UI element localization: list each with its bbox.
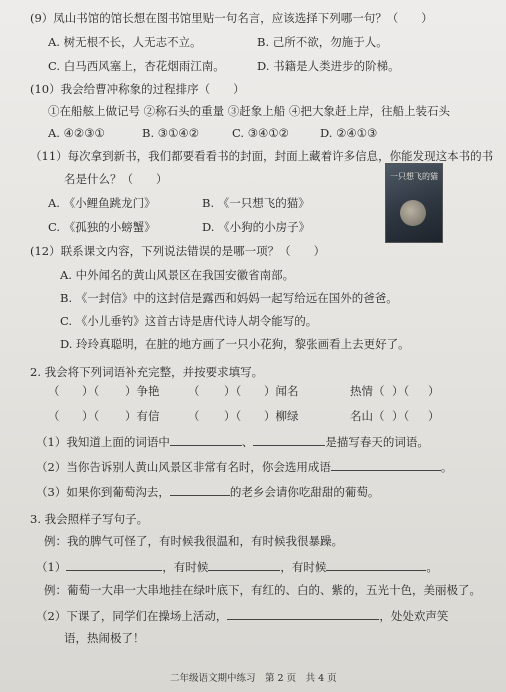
q9-option-a: A. 树无根不长，人无志不立。 [48, 35, 202, 49]
answer-blank[interactable] [170, 434, 242, 446]
part2-row1-p3: ）争艳 [125, 384, 160, 398]
q11-option-d: D. 《小狗的小房子》 [202, 220, 311, 234]
part2-row1-p7: 热情（ [350, 384, 385, 398]
q12-option-d: D. 玲玲真聪明，在脏的地方画了一只小花狗，黎张画看上去更好了。 [60, 337, 410, 351]
part3-example2: 例：葡萄一大串一大串地挂在绿叶底下，有红的、白的、紫的，五光十色，美丽极了。 [44, 583, 481, 597]
part2-row1-p5: ）（ [224, 384, 242, 398]
part2-s2 [36, 459, 452, 474]
part2-row1-p2: ）（ [82, 384, 100, 398]
q12-stem: (12）联系课文内容，下列说法错误的是哪一项？（ ） [30, 244, 326, 258]
q11-option-c: C. 《孤独的小螃蟹》 [48, 220, 156, 234]
q12-option-a: A. 中外闻名的黄山风景区在我国安徽省南部。 [60, 268, 295, 282]
part2-row1-p6: ）闻名 [264, 384, 299, 398]
q9-option-d: D. 书籍是人类进步的阶梯。 [257, 59, 400, 73]
q11-option-a: A. 《小鲤鱼跳龙门》 [48, 196, 156, 210]
q12-option-b: B. 《一封信》中的这封信是露西和妈妈一起写给远在国外的爸爸。 [60, 291, 398, 305]
part2-s2-text: （2）当你告诉别人黄山风景区非常有名时，你会选用成语 [36, 460, 331, 474]
answer-blank[interactable] [170, 484, 230, 496]
q10-stem: (10）我会给曹冲称象的过程排序（ ） [30, 82, 245, 96]
q11-option-b: B. 《一只想飞的猫》 [202, 196, 310, 210]
part3-s1-c: ，有时候 [280, 560, 327, 574]
page-footer: 二年级语文期中练习 第 2 页 共 4 页 [170, 673, 337, 684]
part2-row1-p8: ）（ [392, 384, 410, 398]
part3-s2-a: （2）下课了，同学们在操场上活动， [36, 609, 228, 623]
book-cover-image [385, 163, 443, 243]
book-cover-title: 一只想飞的猫 [390, 172, 438, 181]
q11-stem-line1: （11）每次拿到新书，我们都要看看书的封面，封面上藏着许多信息，你能发现这本书的书 [30, 149, 494, 163]
answer-blank[interactable] [227, 608, 379, 620]
q9-option-c: C. 白马西风塞上，杏花烟雨江南。 [48, 59, 225, 73]
part2-row2-p5: ）（ [224, 409, 242, 423]
part3-s1-d: 。 [426, 560, 438, 574]
answer-blank[interactable] [66, 559, 162, 571]
q9-option-b: B. 己所不欲，勿施于人。 [257, 35, 388, 49]
part2-row2-p3: ）有信 [125, 409, 160, 423]
part2-s3-a: （3）如果你到葡萄沟去， [36, 485, 170, 499]
part3-s1 [36, 559, 438, 574]
part3-s2 [36, 608, 448, 623]
part2-s1 [36, 434, 429, 449]
cat-illustration [400, 200, 426, 226]
q10-option-b: B. ③①④② [142, 126, 200, 140]
q12-option-c: C. 《小儿垂钓》这首古诗是唐代诗人胡令能写的。 [60, 314, 318, 328]
part2-title: 2. 我会将下列词语补充完整，并按要求填写。 [30, 365, 264, 379]
part3-s2-end: 语，热闹极了！ [64, 631, 145, 645]
part3-s1-b: ，有时候 [162, 560, 209, 574]
part2-row2-p1: （ [48, 409, 60, 423]
part2-row2-p7: 名山（ [350, 409, 385, 423]
q10-steps: ①在船舷上做记号 ②称石头的重量 ③赶象上船 ④把大象赶上岸，往船上装石头 [48, 104, 450, 118]
q9-stem: (9）凤山书馆的馆长想在图书馆里贴一句名言，应该选择下列哪一句？（ ） [30, 11, 433, 25]
part3-s1-a: （1） [36, 560, 67, 574]
q10-option-d: D. ②④①③ [320, 126, 378, 140]
answer-blank[interactable] [326, 559, 426, 571]
part2-row2-p2: ）（ [82, 409, 100, 423]
part2-s2-end: 。 [440, 460, 453, 474]
part2-s1-c: 是描写春天的词语。 [325, 435, 429, 449]
q11-stem-line2: 名是什么？（ ） [64, 172, 168, 186]
part2-row1-p4: （ [188, 384, 200, 398]
part2-s3-b: 的老乡会请你吃甜甜的葡萄。 [229, 485, 380, 499]
part2-row2-p4: （ [188, 409, 200, 423]
answer-blank[interactable] [208, 559, 280, 571]
part2-s1-b: 、 [241, 435, 254, 449]
part2-row2-p8: ）（ [392, 409, 410, 423]
part2-row1-p9: ） [428, 384, 440, 398]
part3-example1: 例：我的脾气可怪了，有时候我很温和，有时候我很暴躁。 [44, 534, 343, 548]
part2-row2-p9: ） [428, 409, 440, 423]
q10-option-a: A. ④②③① [48, 126, 105, 140]
part3-s2-b: ，处处欢声笑 [379, 609, 449, 623]
part3-title: 3. 我会照样子写句子。 [30, 512, 149, 526]
q10-option-c: C. ③④①② [232, 126, 289, 140]
part2-row2-p6: ）柳绿 [264, 409, 299, 423]
answer-blank[interactable] [331, 459, 441, 471]
part2-row1-p1: （ [48, 384, 60, 398]
part2-s1-a: （1）我知道上面的词语中 [36, 435, 170, 449]
answer-blank[interactable] [253, 434, 325, 446]
part2-s3 [36, 484, 379, 499]
